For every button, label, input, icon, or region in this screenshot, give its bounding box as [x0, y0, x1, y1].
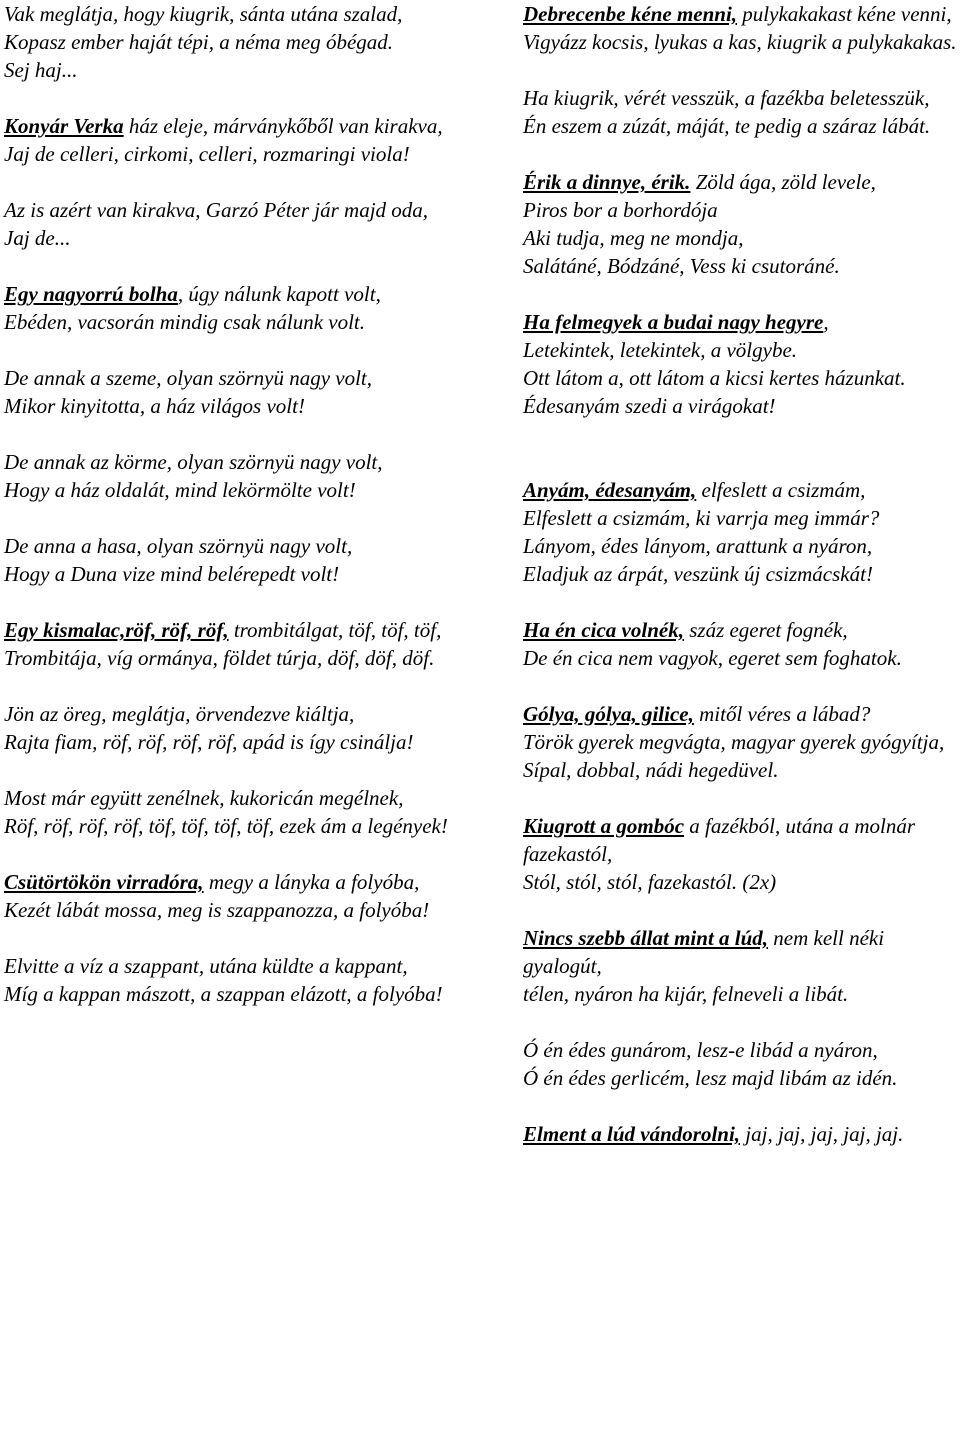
verse-text: Én eszem a zúzát, máját, te pedig a száraz lábát. — [523, 114, 931, 138]
verse-line — [4, 868, 454, 896]
verse-text: Ha kiugrik, vérét vesszük, a fazékba beletesszük, — [523, 86, 930, 110]
stanza — [523, 700, 959, 784]
verse-line — [4, 784, 454, 812]
verse-text: pulykakakast kéne venni, — [737, 2, 952, 26]
verse-line — [4, 644, 454, 672]
verse-text: mitől véres a lábad? — [693, 702, 871, 726]
verse-line — [523, 1036, 959, 1064]
verse-text: elfeslett a csizmám, — [696, 478, 866, 502]
song-title: Gólya, gólya, gilice, — [523, 702, 694, 726]
verse-text: Lányom, édes lányom, arattunk a nyáron, — [523, 534, 873, 558]
verse-line — [523, 308, 959, 336]
song-title: Debrecenbe kéne menni, — [523, 2, 738, 26]
verse-text: Elvitte a víz a szappant, utána küldte a kappant, — [4, 954, 408, 978]
verse-text: Piros bor a borhordója — [523, 198, 718, 222]
verse-text: Török gyerek megvágta, magyar gyerek gyógyítja, — [523, 730, 945, 754]
verse-text: Stól, stól, stól, fazekastól. (2x) — [523, 870, 777, 894]
verse-line — [4, 952, 454, 980]
verse-line — [4, 196, 454, 224]
verse-line — [4, 812, 454, 840]
verse-line — [4, 448, 454, 476]
verse-line — [523, 756, 959, 784]
verse-line — [523, 560, 959, 588]
verse-line — [523, 532, 959, 560]
verse-line — [523, 812, 959, 868]
verse-text: De annak az körme, olyan szörnyü nagy volt, — [4, 450, 383, 474]
verse-line — [4, 616, 454, 644]
verse-text: Míg a kappan mászott, a szappan elázott, a folyóba! — [4, 982, 443, 1006]
verse-text: Röf, röf, röf, röf, töf, töf, töf, töf, ezek ám a legények! — [4, 814, 448, 838]
stanza — [523, 1120, 959, 1148]
verse-line — [523, 364, 959, 392]
verse-text: , úgy nálunk kapott volt, — [177, 282, 381, 306]
verse-text: , — [823, 310, 829, 334]
verse-text: Hogy a ház oldalát, mind lekörmölte volt! — [4, 478, 356, 502]
stanza — [4, 784, 454, 840]
verse-line — [4, 280, 454, 308]
verse-text: Jön az öreg, meglátja, örvendezve kiáltja, — [4, 702, 355, 726]
verse-line — [523, 476, 959, 504]
verse-text: Kopasz ember haját tépi, a néma meg óbégad. — [4, 30, 394, 54]
stanza — [523, 812, 959, 896]
song-title: Ha én cica volnék, — [523, 618, 684, 642]
verse-text: Ebéden, vacsorán mindig csak nálunk volt. — [4, 310, 365, 334]
song-title: Egy nagyorrú bolha — [4, 282, 178, 306]
verse-line — [4, 392, 454, 420]
song-title: Egy kismalac,röf, röf, röf, — [4, 618, 229, 642]
song-title: Konyár Verka — [4, 114, 124, 138]
verse-line — [523, 700, 959, 728]
stanza — [4, 448, 454, 504]
stanza — [523, 616, 959, 672]
verse-line — [4, 476, 454, 504]
verse-text: Eladjuk az árpát, veszünk új csizmácskát! — [523, 562, 873, 586]
verse-text: ház eleje, márványkőből van kirakva, — [123, 114, 443, 138]
verse-text: száz egeret fognék, — [683, 618, 848, 642]
song-title: Ha felmegyek a budai nagy hegyre — [523, 310, 824, 334]
verse-text: Ott látom a, ott látom a kicsi kertes házunkat. — [523, 366, 906, 390]
verse-line — [523, 1120, 959, 1148]
verse-text: a fazékból, utána a molnár fazekastól, — [523, 814, 916, 866]
verse-text: Salátáné, Bódzáné, Vess ki csutoráné. — [523, 254, 840, 278]
verse-line — [523, 168, 959, 196]
song-title: Anyám, édesanyám, — [523, 478, 697, 502]
stanza — [4, 0, 454, 84]
verse-line — [523, 1064, 959, 1092]
verse-text: De én cica nem vagyok, egeret sem foghatok. — [523, 646, 902, 670]
verse-text: Rajta fiam, röf, röf, röf, röf, apád is így csinálja! — [4, 730, 414, 754]
verse-text: De annak a szeme, olyan szörnyü nagy volt, — [4, 366, 373, 390]
stanza — [523, 84, 959, 140]
verse-line — [523, 84, 959, 112]
verse-line — [4, 364, 454, 392]
verse-text: Zöld ága, zöld levele, — [690, 170, 876, 194]
stanza — [4, 952, 454, 1008]
verse-text: Elfeslett a csizmám, ki varrja meg immár? — [523, 506, 880, 530]
left-column — [4, 0, 454, 1036]
verse-line — [523, 504, 959, 532]
verse-line — [523, 336, 959, 364]
stanza — [523, 1036, 959, 1092]
stanza — [523, 476, 959, 588]
verse-text: nem kell néki gyalogút, — [523, 926, 885, 978]
song-title: Nincs szebb állat mint a lúd, — [523, 926, 769, 950]
verse-line — [523, 924, 959, 980]
verse-line — [523, 644, 959, 672]
verse-line — [4, 728, 454, 756]
verse-line — [523, 868, 959, 896]
verse-text: télen, nyáron ha kijár, felneveli a libát. — [523, 982, 849, 1006]
stanza — [4, 868, 454, 924]
verse-line — [4, 224, 454, 252]
verse-text: Édesanyám szedi a virágokat! — [523, 394, 776, 418]
stanza — [523, 924, 959, 1008]
verse-line — [523, 616, 959, 644]
stanza — [4, 280, 454, 336]
verse-text: Trombitája, víg ormánya, földet túrja, döf, döf, döf. — [4, 646, 435, 670]
verse-text: Vigyázz kocsis, lyukas a kas, kiugrik a pulykakakas. — [523, 30, 957, 54]
verse-text: De anna a hasa, olyan szörnyü nagy volt, — [4, 534, 353, 558]
verse-text: Ó én édes gunárom, lesz-e libád a nyáron, — [523, 1038, 878, 1062]
stanza — [523, 0, 959, 56]
verse-line — [4, 56, 454, 84]
verse-line — [523, 28, 959, 56]
verse-text: megy a lányka a folyóba, — [203, 870, 420, 894]
verse-text: Jaj de celleri, cirkomi, celleri, rozmaringi viola! — [4, 142, 410, 166]
verse-line — [523, 224, 959, 252]
verse-line — [4, 700, 454, 728]
verse-line — [4, 28, 454, 56]
stanza — [4, 196, 454, 252]
verse-line — [4, 112, 454, 140]
stanza — [4, 112, 454, 168]
verse-text: Mikor kinyitotta, a ház világos volt! — [4, 394, 305, 418]
verse-text: Sípal, dobbal, nádi hegedüvel. — [523, 758, 779, 782]
verse-text: Jaj de... — [4, 226, 71, 250]
verse-line — [4, 560, 454, 588]
song-title: Érik a dinnye, érik. — [523, 170, 691, 194]
verse-line — [4, 140, 454, 168]
stanza — [523, 168, 959, 280]
verse-text: Most már együtt zenélnek, kukoricán megélnek, — [4, 786, 404, 810]
right-column — [523, 0, 959, 1176]
verse-line — [523, 112, 959, 140]
verse-text: trombitálgat, töf, töf, töf, — [228, 618, 442, 642]
verse-line — [523, 392, 959, 420]
song-title: Kiugrott a gombóc — [523, 814, 685, 838]
verse-text: Ó én édes gerlicém, lesz majd libám az idén. — [523, 1066, 898, 1090]
verse-text: Hogy a Duna vize mind belérepedt volt! — [4, 562, 340, 586]
verse-text: Vak meglátja, hogy kiugrik, sánta utána szalad, — [4, 2, 403, 26]
verse-line — [523, 728, 959, 756]
verse-line — [4, 308, 454, 336]
song-title: Elment a lúd vándorolni, — [523, 1122, 741, 1146]
verse-line — [4, 532, 454, 560]
verse-line — [523, 252, 959, 280]
verse-text: Letekintek, letekintek, a völgybe. — [523, 338, 798, 362]
stanza — [523, 308, 959, 420]
stanza — [4, 532, 454, 588]
verse-text: Aki tudja, meg ne mondja, — [523, 226, 744, 250]
stanza — [4, 364, 454, 420]
verse-line — [523, 980, 959, 1008]
verse-text: Az is azért van kirakva, Garzó Péter jár majd oda, — [4, 198, 429, 222]
song-title: Csütörtökön virradóra, — [4, 870, 204, 894]
verse-line — [523, 196, 959, 224]
verse-text: jaj, jaj, jaj, jaj, jaj. — [740, 1122, 904, 1146]
verse-text: Kezét lábát mossa, meg is szappanozza, a folyóba! — [4, 898, 430, 922]
verse-line — [4, 896, 454, 924]
verse-text: Sej haj... — [4, 58, 78, 82]
verse-line — [523, 0, 959, 28]
stanza — [4, 700, 454, 756]
verse-line — [4, 980, 454, 1008]
verse-line — [4, 0, 454, 28]
stanza — [4, 616, 454, 672]
